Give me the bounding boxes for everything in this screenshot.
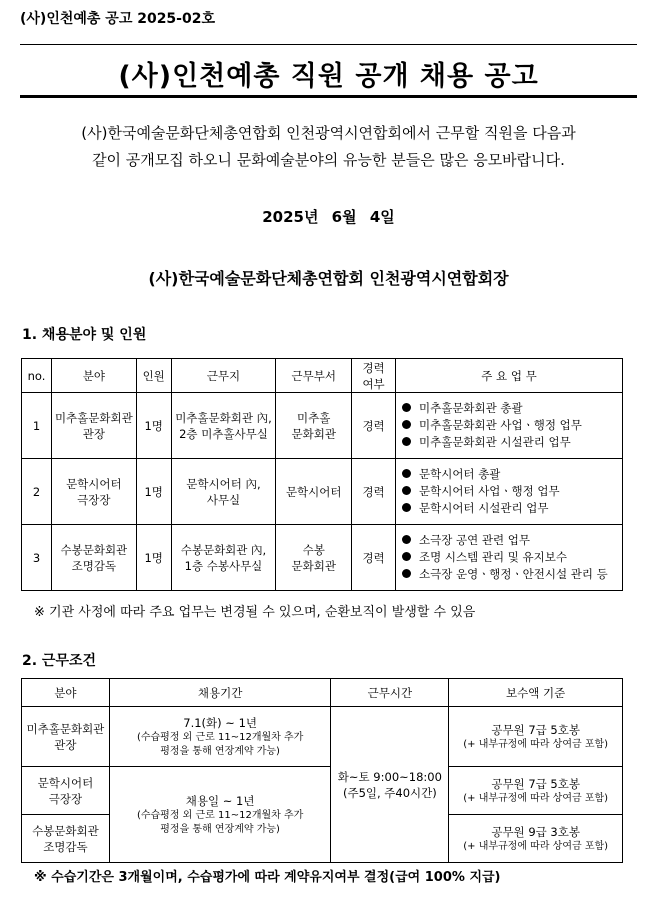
duty-item: 조명 시스템 관리 및 유지보수 <box>402 549 620 566</box>
page-title: (사)인천예총 직원 공개 채용 공고 <box>118 61 539 92</box>
table-row <box>22 393 623 459</box>
issuer-name: (사)한국예술문화단체총연합회 인천광역시연합회장 <box>148 269 509 288</box>
duty-item: 문학시어터 사업ㆍ행정 업무 <box>402 483 620 500</box>
row-dept: 문학시어터 <box>276 459 352 525</box>
row-count: 1명 <box>136 393 171 459</box>
header-field: 분야 <box>51 359 136 393</box>
row-duties <box>396 525 623 591</box>
header-count: 인원 <box>136 359 171 393</box>
header-duties: 주 요 업 무 <box>396 359 623 393</box>
section1-title: 1. 채용분야 및 인원 <box>22 327 147 343</box>
row-dept: 수봉 문화회관 <box>276 525 352 591</box>
table-row <box>22 525 623 591</box>
row-field: 미추홀문화회관 관장 <box>51 393 136 459</box>
row-no: 1 <box>22 393 52 459</box>
duty-item: 소극장 공연 관련 업무 <box>402 532 620 549</box>
bullet-icon <box>402 437 411 446</box>
header-career: 경력 여부 <box>352 359 396 393</box>
announcement-date: 2025년 6월 4일 <box>262 208 395 226</box>
section2-title: 2. 근무조건 <box>22 653 97 669</box>
recruitment-table <box>21 358 623 591</box>
duty-item: 미추홀문화회관 사업ㆍ행정 업무 <box>402 417 620 434</box>
bullet-icon <box>402 552 411 561</box>
bullet-icon <box>402 486 411 495</box>
row-pay: 공무원 7급 5호봉 (+ 내부규정에 따라 상여금 포함) <box>449 767 623 815</box>
document-number: (사)인천예총 공고 2025-02호 <box>20 11 215 27</box>
duty-item: 문학시어터 시설관리 업무 <box>402 500 620 517</box>
row-pay: 공무원 7급 5호봉 (+ 내부규정에 따라 상여금 포함) <box>449 707 623 767</box>
duty-item: 소극장 운영ㆍ행정ㆍ안전시설 관리 등 <box>402 566 620 583</box>
header-hours: 근무시간 <box>331 679 449 707</box>
duty-item: 문학시어터 총괄 <box>402 466 620 483</box>
header-pay: 보수액 기준 <box>449 679 623 707</box>
row-location: 문학시어터 內, 사무실 <box>171 459 276 525</box>
row-location: 미추홀문화회관 內, 2층 미추홀사무실 <box>171 393 276 459</box>
row-duties <box>396 459 623 525</box>
bullet-icon <box>402 420 411 429</box>
row-no: 3 <box>22 525 52 591</box>
header-period: 채용기간 <box>109 679 331 707</box>
row-field: 미추홀문화회관 관장 <box>22 707 110 767</box>
row-duties <box>396 393 623 459</box>
bullet-icon <box>402 503 411 512</box>
top-divider <box>20 44 637 45</box>
bullet-icon <box>402 535 411 544</box>
row-pay: 공무원 9급 3호봉 (+ 내부규정에 따라 상여금 포함) <box>449 815 623 863</box>
header-location: 근무지 <box>171 359 276 393</box>
row-career: 경력 <box>352 525 396 591</box>
row-period: 7.1(화) ~ 1년 (수습평정 외 근로 11~12개월차 추가 평정을 통해 연장계약 가능) <box>109 707 331 767</box>
intro-line-2: 같이 공개모집 하오니 문화예술분야의 유능한 분들은 많은 응모바랍니다. <box>92 151 565 169</box>
duty-item: 미추홀문화회관 총괄 <box>402 400 620 417</box>
bullet-icon <box>402 569 411 578</box>
row-dept: 미추홀 문화회관 <box>276 393 352 459</box>
header-no: no. <box>22 359 52 393</box>
table-header-row <box>22 679 623 707</box>
row-field: 문학시어터 극장장 <box>22 767 110 815</box>
duties-note: ※ 기관 사정에 따라 주요 업무는 변경될 수 있으며, 순환보직이 발생할 수 있음 <box>34 605 476 620</box>
bullet-icon <box>402 469 411 478</box>
row-location: 수봉문화회관 內, 1층 수봉사무실 <box>171 525 276 591</box>
row-field: 문학시어터 극장장 <box>51 459 136 525</box>
header-field: 분야 <box>22 679 110 707</box>
row-count: 1명 <box>136 525 171 591</box>
probation-footnote: ※ 수습기간은 3개월이며, 수습평가에 따라 계약유지여부 결정(급여 100% 지급) <box>34 870 501 885</box>
row-hours: 화~토 9:00~18:00 (주5일, 주40시간) <box>331 707 449 863</box>
row-career: 경력 <box>352 393 396 459</box>
row-no: 2 <box>22 459 52 525</box>
header-dept: 근무부서 <box>276 359 352 393</box>
duty-item: 미추홀문화회관 시설관리 업무 <box>402 434 620 451</box>
work-conditions-table <box>21 678 623 863</box>
table-row <box>22 459 623 525</box>
table-header-row <box>22 359 623 393</box>
table-row <box>22 707 623 767</box>
row-field: 수봉문화회관 조명감독 <box>51 525 136 591</box>
table-row <box>22 767 623 815</box>
row-period: 채용일 ~ 1년 (수습평정 외 근로 11~12개월차 추가 평정을 통해 연장계약 가능) <box>109 767 331 863</box>
title-divider <box>20 95 637 98</box>
bullet-icon <box>402 403 411 412</box>
intro-paragraph <box>20 120 637 174</box>
row-count: 1명 <box>136 459 171 525</box>
row-field: 수봉문화회관 조명감독 <box>22 815 110 863</box>
intro-line-1: (사)한국예술문화단체총연합회 인천광역시연합회에서 근무할 직원을 다음과 <box>81 124 576 142</box>
row-career: 경력 <box>352 459 396 525</box>
